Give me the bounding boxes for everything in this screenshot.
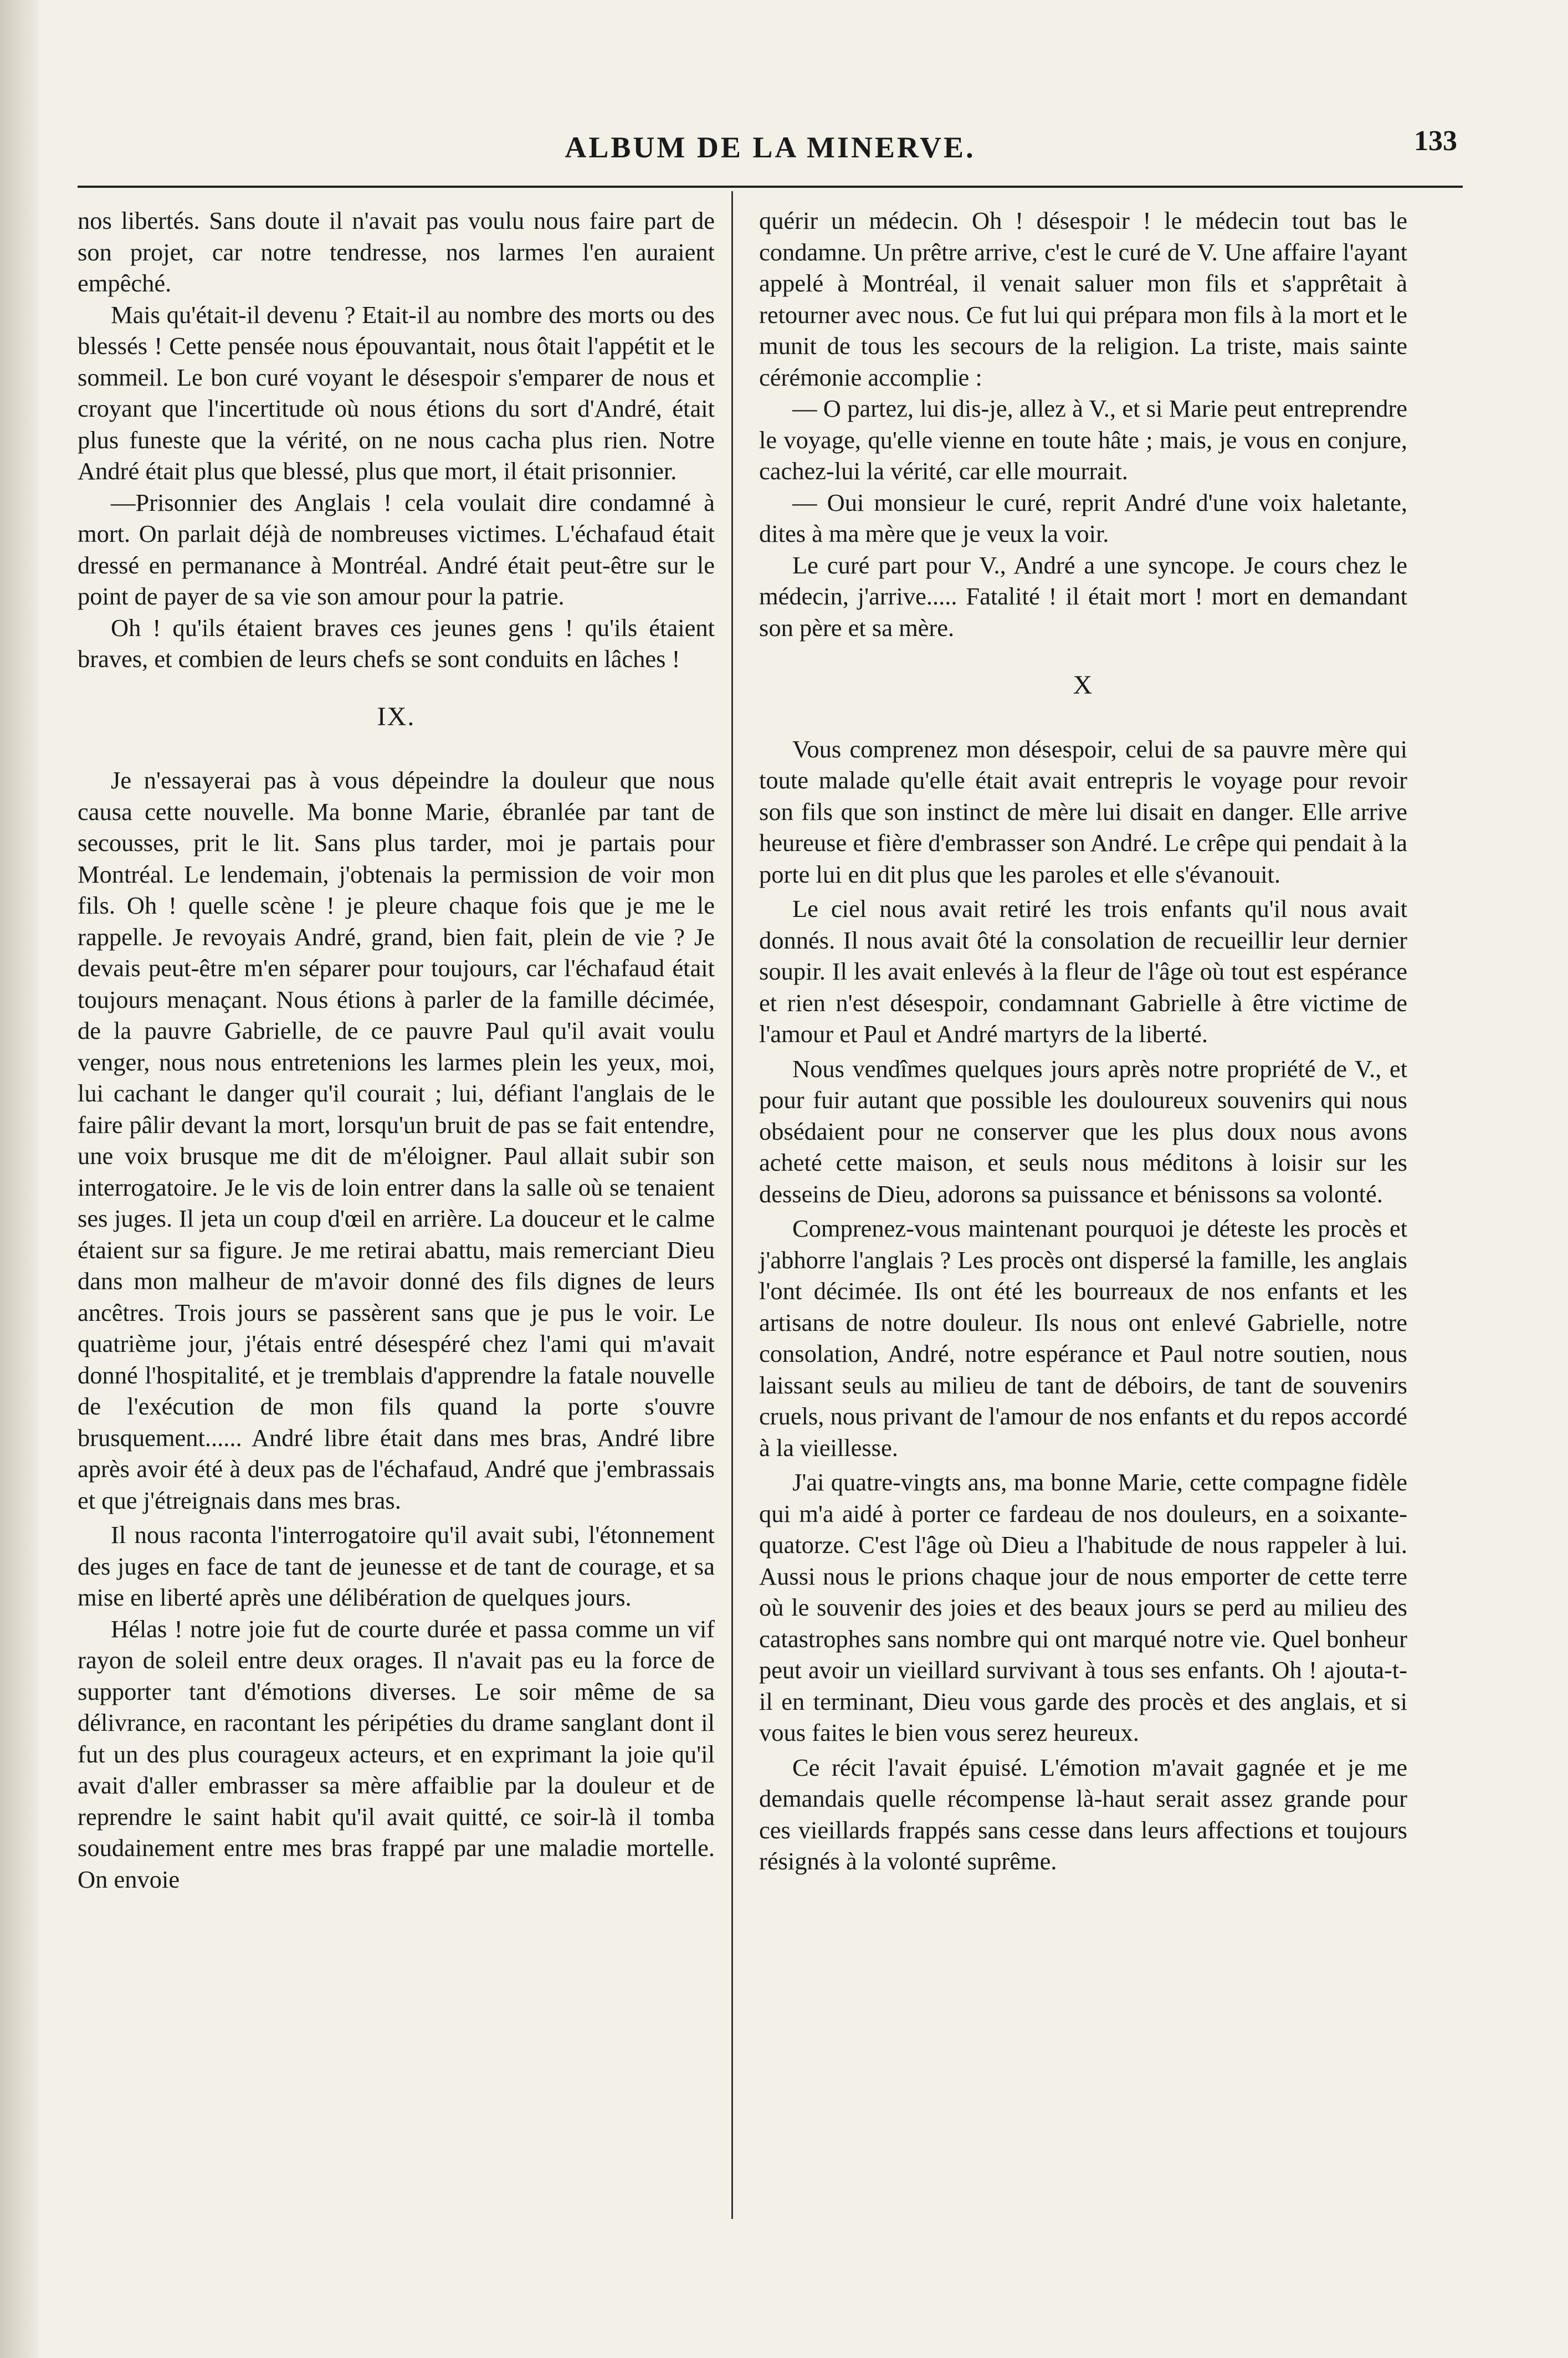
paragraph: Il nous raconta l'interrogatoire qu'il avait subi, l'étonnement des juges en face de tant de jeunesse et de tant de courage, et sa mise en liberté après une délibération de quelques jours. [78, 1521, 715, 1611]
paragraph: — Oui monsieur le curé, reprit André d'une voix haletante, dites à ma mère que je veux la voir. [759, 488, 1407, 547]
page-number: 133 [1414, 125, 1457, 157]
paragraph: J'ai quatre-vingts ans, ma bonne Marie, cette compagne fidèle qui m'a aidé à porter ce fardeau de nos douleurs, en a soixante-quatorze. C'est l'âge où Dieu a l'habitude de nous rappeler à lui. Aussi nous le prions chaque jour de nous emporter de cette terre où le souvenir des joies et des beaux jours se perd au milieu des catastrophes sans nombre qui ont marqué notre vie. Quel bonheur peut avoir un vieillard survivant à tous ses enfants. Oh ! ajouta-t-il en terminant, Dieu vous garde des procès et des anglais, et si vous faites le bien vous serez heureux. [759, 1468, 1407, 1746]
page-header [61, 119, 1479, 175]
paragraph: — O partez, lui dis-je, allez à V., et si Marie peut entreprendre le voyage, qu'elle vienne en toute hâte ; mais, je vous en conjure, cachez-lui la vérité, car elle mourrait. [759, 394, 1407, 485]
paragraph: Le ciel nous avait retiré les trois enfants qu'il nous avait donnés. Il nous avait ôté la consolation de recueillir leur dernier soupir. Il les avait enlevés à la fleur de l'âge où tout est espérance et rien n'est désespoir, condamnant Gabrielle à être victime de l'amour et Paul et André martyrs de la liberté. [759, 895, 1407, 1048]
section-heading-x: X [1073, 670, 1094, 700]
running-title: ALBUM DE LA MINERVE. [565, 131, 976, 164]
paragraph: Hélas ! notre joie fut de courte durée et passa comme un vif rayon de soleil entre deux orages. Il n'avait pas eu la force de supporter tant d'émotions diverses. Le soir même de sa délivrance, en racontant les péripéties du drame sanglant dont il fut un des plus courageux acteurs, et en exprimant la joie qu'il avait d'aller embrasser sa mère affaiblie par la douleur et de reprendre le saint habit qu'il avait quitté, ce soir-là il tomba soudainement entre mes bras frappé par une maladie mortelle. On envoie [78, 1614, 715, 1893]
page-edge [0, 0, 39, 2358]
paragraph: Je n'essayerai pas à vous dépeindre la douleur que nous causa cette nouvelle. Ma bonne Marie, ébranlée par tant de secousses, prit le lit. Sans plus tarder, moi je partais pour Montréal. Le lendemain, j'obtenais la permission de voir mon fils. Oh ! quelle scène ! je pleure chaque fois que je me le rappelle. Je revoyais André, grand, bien fait, plein de vie ? Je devais peut-être m'en séparer pour toujours, car l'échafaud était toujours menaçant. Nous étions à parler de la famille décimée, de la pauvre Gabrielle, de ce pauvre Paul qu'il avait voulu venger, nous nous entretenions les larmes plein les yeux, moi, lui cachant le danger qu'il courait ; lui, défiant l'anglais de le faire pâlir devant la mort, lorsqu'un bruit de pas se fait entendre, une voix brusque me dit de m'éloigner. Paul allait subir son interrogatoire. Je le vis de loin entrer dans la salle où se tenaient ses juges. Il jeta un coup d'œil en arrière. La douceur et le calme étaient sur sa figure. Je me retirai abattu, mais remerciant Dieu dans mon malheur de m'avoir donné des fils dignes de leurs ancêtres. Trois jours se passèrent sans que je pus le voir. Le quatrième jour, j'étais entré désespéré chez l'ami qui m'avait donné l'hospitalité, et je tremblais d'apprendre la fatale nouvelle de l'exécution de mon fils quand la porte s'ouvre brusquement...... André libre était dans mes bras, André libre après avoir été à deux pas de l'échafaud, André que j'embrassais et que j'étreignais dans mes bras. [78, 766, 715, 1514]
paragraph: Ce récit l'avait épuisé. L'émotion m'avait gagnée et je me demandais quelle récompense là-haut serait assez grande pour ces vieillards frappés sans cesse dans leurs affections et toujours résignés à la volonté suprême. [759, 1753, 1407, 1875]
paragraph: nos libertés. Sans doute il n'avait pas voulu nous faire part de son projet, car notre tendresse, nos larmes l'en auraient empêché. [78, 207, 715, 297]
paragraph: Oh ! qu'ils étaient braves ces jeunes gens ! qu'ils étaient braves, et combien de leurs chefs se sont conduits en lâches ! [78, 613, 715, 673]
header-rule [78, 186, 1463, 188]
paragraph: Nous vendîmes quelques jours après notre propriété de V., et pour fuir autant que possible les douloureux souvenirs qui nous obsédaient pour ne conserver que les plus doux nous avons acheté cette maison, et seuls nous méditons à loisir sur les desseins de Dieu, adorons sa puissance et bénissons sa volonté. [759, 1054, 1407, 1208]
left-column [78, 205, 715, 1895]
paragraph: Comprenez-vous maintenant pourquoi je déteste les procès et j'abhorre l'anglais ? Les procès ont dispersé la famille, les anglais l'ont décimée. Ils ont été les bourreaux de nos enfants et les artisans de notre douleur. Ils nous ont enlevé Gabrielle, notre consolation, André, notre espérance et Paul notre soutien, nous laissant seuls au milieu de tant de déboirs, de tant de souvenirs cruels, nous privant de l'amour de nos enfants et du repos accordé à la vieillesse. [759, 1214, 1407, 1462]
section-heading-ix: IX. [377, 701, 416, 731]
paragraph: Vous comprenez mon désespoir, celui de sa pauvre mère qui toute malade qu'elle était avait entrepris le voyage pour revoir son fils que son instinct de mère lui disait en danger. Elle arrive heureuse et fière d'embrasser son André. Le crêpe qui pendait à la porte lui en dit plus que les paroles et elle s'évanouit. [759, 735, 1407, 888]
paragraph: Le curé part pour V., André a une syncope. Je cours chez le médecin, j'arrive..... Fatalité ! il était mort ! mort en demandant son père et sa mère. [759, 551, 1407, 642]
paragraph: —Prisonnier des Anglais ! cela voulait dire condamné à mort. On parlait déjà de nombreuses victimes. L'échafaud était dressé en permanance à Montréal. André était peut-être sur le point de payer de sa vie son amour pour la patrie. [78, 488, 715, 610]
right-column [759, 205, 1407, 1877]
paragraph: Mais qu'était-il devenu ? Etait-il au nombre des morts ou des blessés ! Cette pensée nous épouvantait, nous ôtait l'appétit et le sommeil. Le bon curé voyant le désespoir s'emparer de nous et croyant que l'incertitude où nous étions du sort d'André, était plus funeste que la vérité, on ne nous cacha plus rien. Notre André était plus que blessé, plus que mort, il était prisonnier. [78, 300, 715, 485]
column-divider [731, 191, 733, 2219]
paragraph: quérir un médecin. Oh ! désespoir ! le médecin tout bas le condamne. Un prêtre arrive, c'est le curé de V. Une affaire l'ayant appelé à Montréal, il venait saluer mon fils et s'apprêtait à retourner avec nous. Ce fut lui qui prépara mon fils à la mort et le munit de tous les secours de la religion. La triste, mais sainte cérémonie accomplie : [759, 207, 1407, 391]
